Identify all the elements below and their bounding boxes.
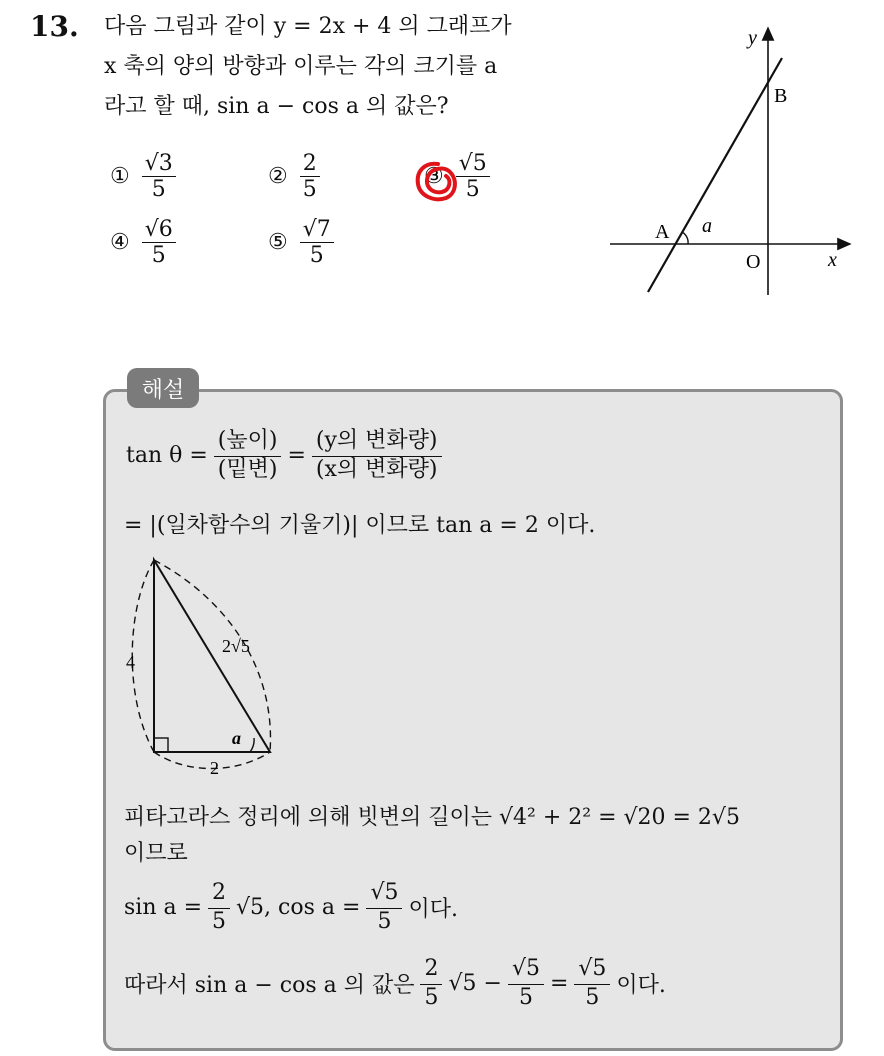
point-a-label: A bbox=[655, 221, 670, 243]
choice-4[interactable] bbox=[110, 218, 176, 267]
choice-5-denominator: 5 bbox=[309, 243, 324, 269]
side-vertical-label: 4 bbox=[126, 652, 135, 672]
x-axis-label: x bbox=[828, 249, 837, 271]
answer-circle-mark bbox=[412, 158, 462, 206]
function-line bbox=[648, 58, 782, 292]
choice-4-denominator: 5 bbox=[151, 243, 166, 269]
angle-arc bbox=[682, 232, 688, 244]
final-frac-1-den: 5 bbox=[424, 985, 439, 1011]
point-b-label: B bbox=[774, 85, 788, 107]
choice-4-mark: ④ bbox=[110, 230, 130, 256]
triangle-angle-arc bbox=[250, 738, 254, 752]
choice-1-denominator: 5 bbox=[151, 177, 166, 203]
line-graph bbox=[600, 20, 860, 300]
tan-frac-1 bbox=[214, 428, 282, 484]
choice-4-fraction bbox=[142, 218, 176, 267]
final-eq: = bbox=[549, 971, 569, 997]
choice-2-denominator: 5 bbox=[302, 177, 317, 203]
sin-frac-num: 2 bbox=[208, 880, 230, 909]
final-mid: √5 − bbox=[448, 971, 502, 997]
final-frac-2 bbox=[508, 956, 544, 1012]
sin-cos-line bbox=[124, 880, 458, 936]
choice-3-numerator: √5 bbox=[456, 152, 490, 177]
side-base-label: 2 bbox=[210, 758, 219, 778]
cos-frac-num: √5 bbox=[366, 880, 402, 909]
final-frac-3-num: √5 bbox=[574, 956, 610, 985]
tan-eq: = bbox=[287, 443, 306, 469]
question-line-2: x 축의 양의 방향과 이루는 각의 크기를 a bbox=[104, 54, 498, 79]
choice-5-numerator: √7 bbox=[300, 218, 334, 243]
tan-definition bbox=[126, 428, 442, 484]
side-hyp-label: 2√5 bbox=[222, 636, 250, 656]
angle-label: a bbox=[702, 215, 712, 237]
final-frac-1-num: 2 bbox=[420, 956, 442, 985]
choice-2-mark: ② bbox=[268, 164, 288, 190]
choice-2-numerator: 2 bbox=[300, 152, 320, 177]
origin-label: O bbox=[746, 251, 761, 273]
sin-frac bbox=[208, 880, 230, 936]
tan-frac-1-den: (밑변) bbox=[217, 457, 278, 483]
choice-4-numerator: √6 bbox=[142, 218, 176, 243]
triangle-angle-label: a bbox=[232, 728, 241, 748]
choice-3-mark: ③ bbox=[424, 164, 444, 190]
choice-5-fraction bbox=[300, 218, 334, 267]
tan-frac-2-den: (x의 변화량) bbox=[315, 457, 438, 483]
sin-lhs: sin a = bbox=[124, 895, 203, 921]
choice-3-denominator: 5 bbox=[465, 177, 480, 203]
tan-frac-1-num: (높이) bbox=[214, 428, 282, 457]
triangle bbox=[154, 560, 270, 752]
final-pre: 따라서 sin a − cos a 의 값은 bbox=[124, 973, 415, 999]
final-frac-3-den: 5 bbox=[585, 985, 600, 1011]
right-triangle-figure bbox=[116, 548, 286, 780]
question-line-3: 라고 할 때, sin a − cos a 의 값은? bbox=[104, 94, 449, 119]
pythagoras-line: 피타고라스 정리에 의해 빗변의 길이는 √4² + 2² = √20 = 2√5 bbox=[124, 805, 740, 830]
choice-1-numerator: √3 bbox=[142, 152, 176, 177]
choice-2[interactable] bbox=[268, 152, 320, 201]
choice-1-mark: ① bbox=[110, 164, 130, 190]
slope-line: = |(일차함수의 기울기)| 이므로 tan a = 2 이다. bbox=[124, 513, 596, 538]
final-answer-line bbox=[124, 956, 666, 1012]
sin-tail: 이다. bbox=[408, 897, 458, 923]
tan-lhs: tan θ = bbox=[126, 443, 208, 469]
sin-rest: √5, cos a = bbox=[236, 895, 361, 921]
vertical-side-brace bbox=[132, 560, 154, 752]
choice-5-mark: ⑤ bbox=[268, 230, 288, 256]
sin-frac-den: 5 bbox=[212, 909, 227, 935]
cos-frac bbox=[366, 880, 402, 936]
final-frac-2-den: 5 bbox=[518, 985, 533, 1011]
question-number: 13. bbox=[30, 10, 79, 43]
question-line-1: 다음 그림과 같이 y = 2x + 4 의 그래프가 bbox=[104, 14, 512, 39]
final-frac-1 bbox=[420, 956, 442, 1012]
tan-frac-2 bbox=[312, 428, 442, 484]
right-angle-mark bbox=[154, 738, 168, 752]
pythagoras-continued: 이므로 bbox=[124, 841, 188, 866]
choice-2-fraction bbox=[300, 152, 320, 201]
final-frac-3 bbox=[574, 956, 610, 1012]
final-tail: 이다. bbox=[616, 973, 666, 999]
y-axis-label: y bbox=[748, 27, 757, 49]
choice-1[interactable] bbox=[110, 152, 176, 201]
choice-5[interactable] bbox=[268, 218, 334, 267]
final-frac-2-num: √5 bbox=[508, 956, 544, 985]
tan-frac-2-num: (y의 변화량) bbox=[312, 428, 442, 457]
cos-frac-den: 5 bbox=[377, 909, 392, 935]
solution-tag: 해설 bbox=[127, 368, 199, 408]
choice-1-fraction bbox=[142, 152, 176, 201]
